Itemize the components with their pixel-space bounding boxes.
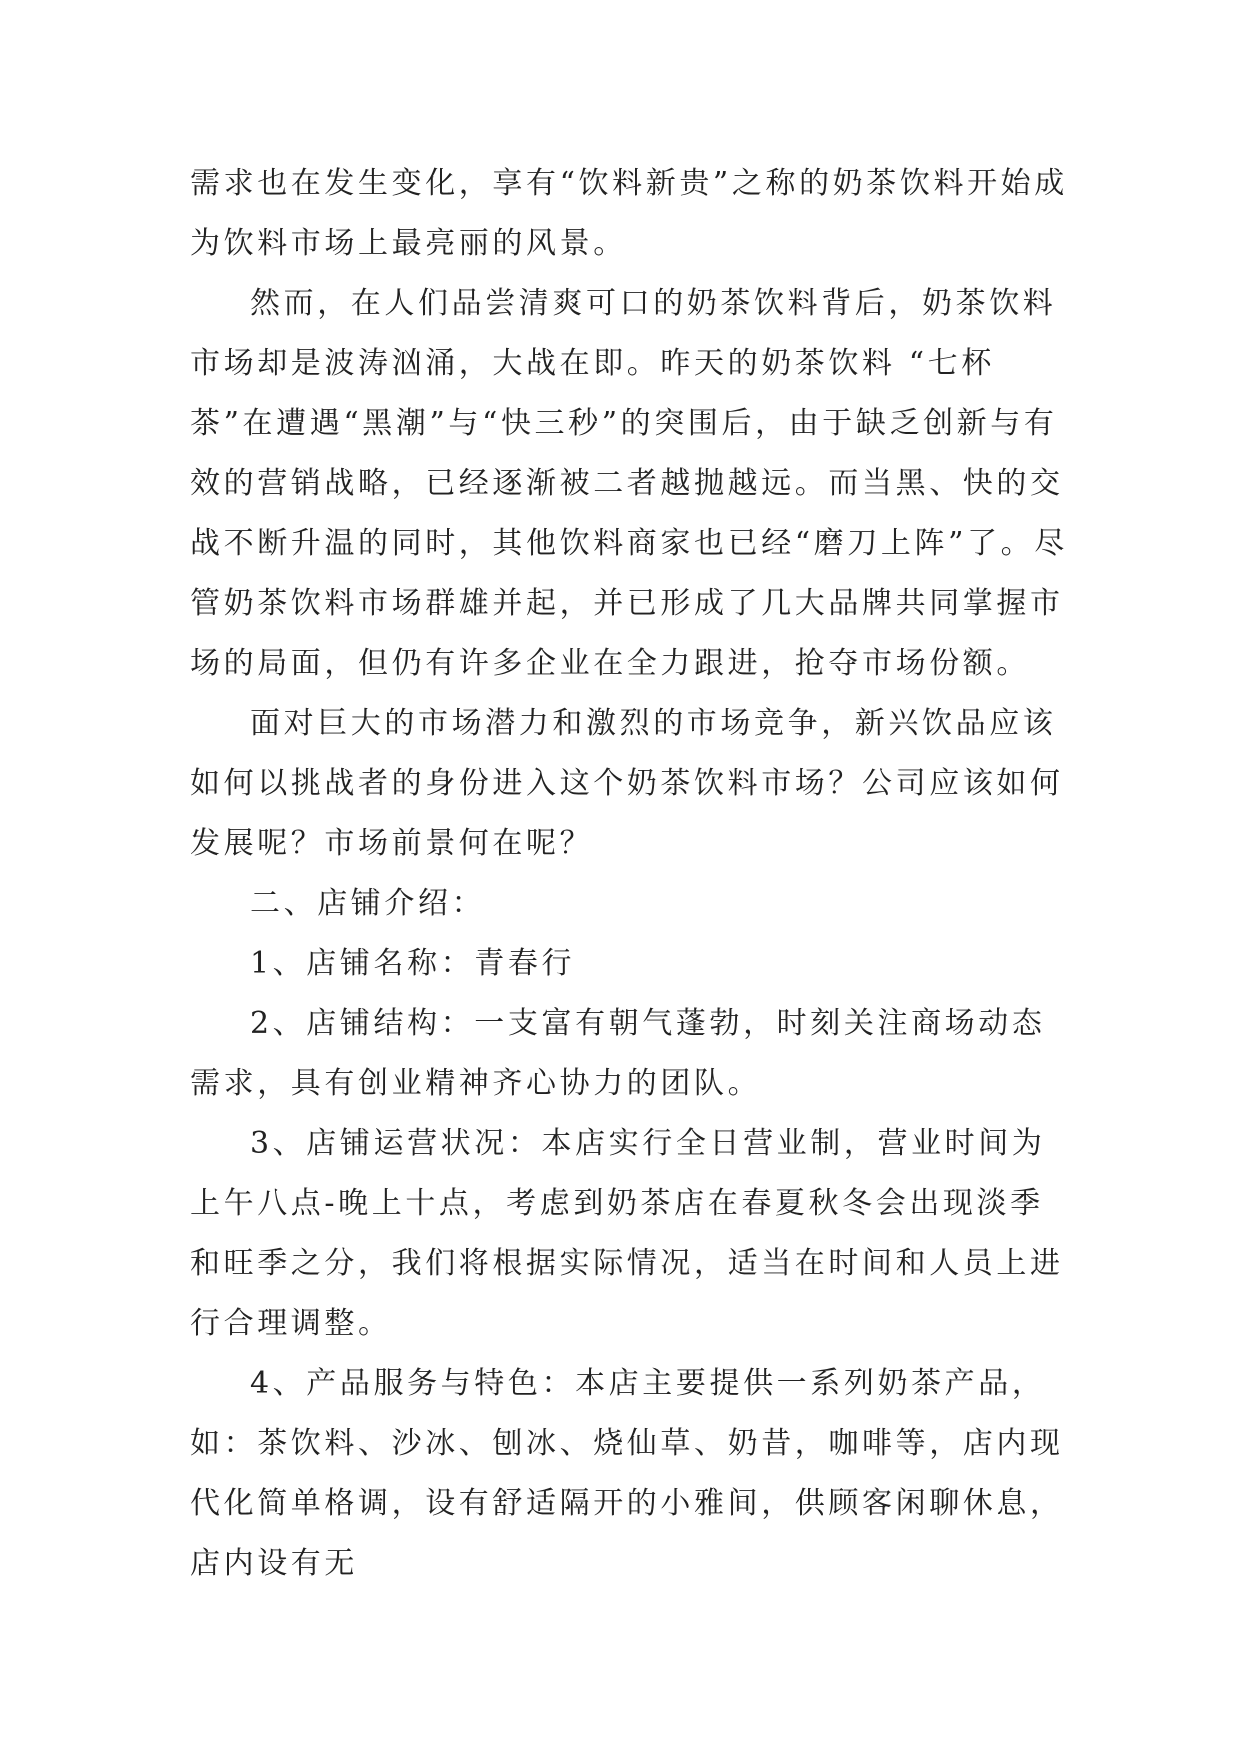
list-item-store-operations: 3、店铺运营状况：本店实行全日营业制，营业时间为上午八点-晚上十点，考虑到奶茶店在春夏秋冬会出现淡季和旺季之分，我们将根据实际情况，适当在时间和人员上进行合理调整。: [190, 1126, 1064, 1341]
paragraph-challenge-question: 面对巨大的市场潜力和激烈的市场竞争，新兴饮品应该如何以挑战者的身份进入这个奶茶饮料市场？公司应该如何发展呢？市场前景何在呢？: [190, 706, 1064, 861]
document-body: [190, 154, 1070, 1594]
section-heading-store-intro: 二、店铺介绍：: [250, 886, 486, 921]
paragraph-market-competition: 然而，在人们品尝清爽可口的奶茶饮料背后，奶茶饮料市场却是波涛汹涌，大战在即。昨天的奶茶饮料 “七杯茶”在遭遇“黑潮”与“快三秒”的突围后，由于缺乏创新与有效的营销战略，已经逐渐被二者越抛越远。而当黑、快的交战不断升温的同时，其他饮料商家也已经“磨刀上阵”了。尽管奶茶饮料市场群雄并起，并已形成了几大品牌共同掌握市场的局面，但仍有许多企业在全力跟进，抢夺市场份额。: [190, 286, 1068, 681]
list-item-store-name: 1、店铺名称：青春行: [250, 946, 576, 981]
paragraph-continuation: 需求也在发生变化，享有“饮料新贵”之称的奶茶饮料开始成为饮料市场上最亮丽的风景。: [190, 166, 1068, 261]
list-item-products-services: 4、产品服务与特色：本店主要提供一系列奶茶产品，如：茶饮料、沙冰、刨冰、烧仙草、奶昔，咖啡等，店内现代化简单格调，设有舒适隔开的小雅间，供顾客闲聊休息，店内设有无: [190, 1366, 1064, 1581]
list-item-store-structure: 2、店铺结构：一支富有朝气蓬勃，时刻关注商场动态需求，具有创业精神齐心协力的团队。: [190, 1006, 1046, 1101]
